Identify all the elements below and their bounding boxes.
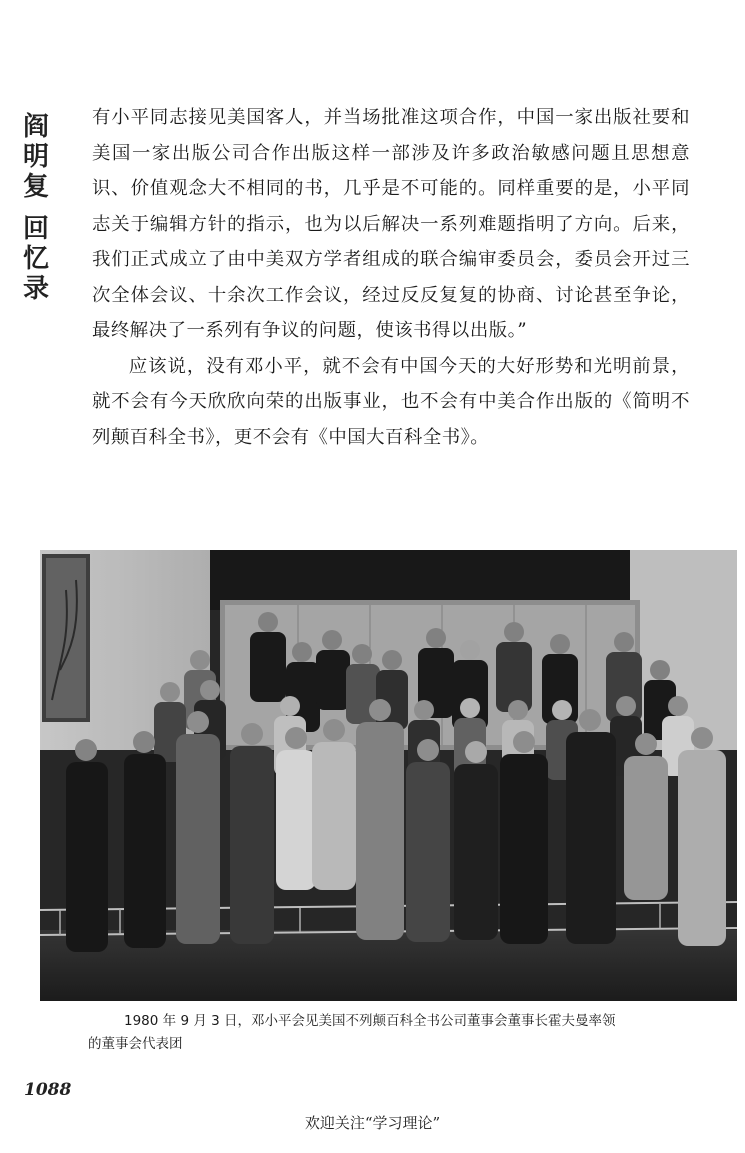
- running-head-book-title: [18, 112, 54, 304]
- title-char: 回: [22, 214, 49, 244]
- title-char: 录: [22, 274, 49, 304]
- photo-caption: [88, 1010, 728, 1056]
- page-number: 1088: [24, 1080, 72, 1100]
- title-char: 忆: [22, 244, 49, 274]
- caption-line: 的董事会代表团: [88, 1036, 183, 1052]
- group-photo: [40, 550, 737, 1001]
- title-char: 明: [22, 142, 49, 172]
- caption-line: 1980 年 9 月 3 日，邓小平会见美国不列颠百科全书公司董事会董事长霍夫曼率领: [124, 1013, 616, 1029]
- paragraph: 应该说，没有邓小平，就不会有中国今天的大好形势和光明前景，就不会有今天欣欣向荣的出版事业，也不会有中美合作出版的《简明不列颠百科全书》，更不会有《中国大百科全书》。: [92, 355, 690, 448]
- title-char: 阎: [22, 112, 49, 142]
- footer-note: 欢迎关注“学习理论”: [304, 1114, 441, 1132]
- body-text: [92, 100, 690, 455]
- title-char: 复: [22, 172, 49, 202]
- paragraph-continued: 有小平同志接见美国客人，并当场批准这项合作，中国一家出版社要和美国一家出版公司合作出版这样一部涉及许多政治敏感问题且思想意识、价值观念大不相同的书，几乎是不可能的。同样重要的是，小平同志关于编辑方针的指示，也为以后解决一系列难题指明了方向。后来，我们正式成立了由中美双方学者组成的联合编审委员会，委员会开过三次全体会议、十余次工作会议，经过反反复复的协商、讨论甚至争论，最终解决了一系列有争议的问题，使该书得以出版。”: [92, 107, 690, 341]
